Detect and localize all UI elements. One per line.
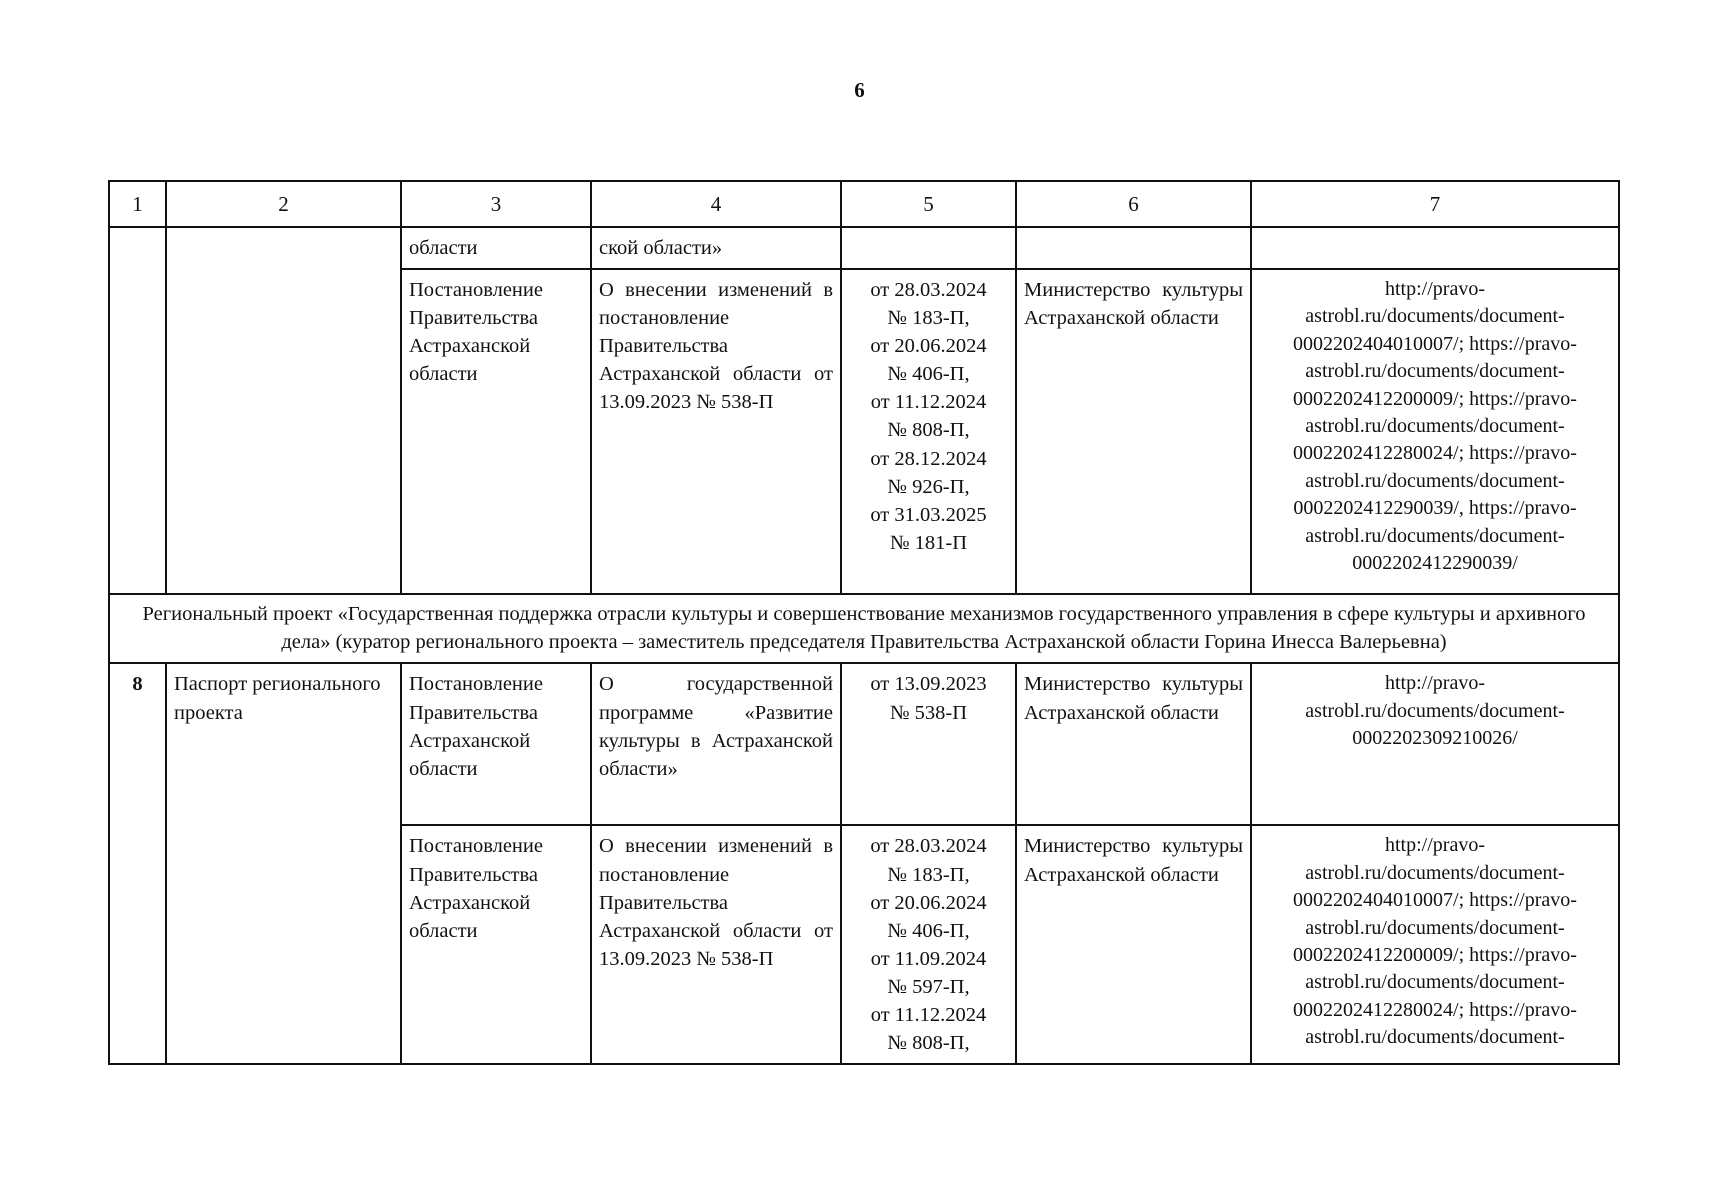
link-cell xyxy=(1251,227,1619,269)
doc-type-cell: Постановление Правительства Астраханской области xyxy=(401,825,591,1064)
date-line: от 11.09.2024 xyxy=(870,947,987,970)
header-cell: 4 xyxy=(591,181,841,227)
doc-type-cell: области xyxy=(401,227,591,269)
responsible-cell: Министерство культуры Астраханской области xyxy=(1016,825,1251,1064)
doc-type-cell: Постановление Правительства Астраханской области xyxy=(401,269,591,594)
table-row xyxy=(109,663,1619,825)
number-line: № 597-П, xyxy=(887,975,970,998)
date-line: от 31.03.2025 xyxy=(870,503,987,526)
link-cell: http://pravo-astrobl.ru/documents/document-0002202404010007/; https://pravo-astrobl.ru/documents/document-0002202412200009/; https://pravo-astrobl.ru/documents/document-0002202412280024/; https://pravo-astrobl.ru/documents/document-0002202412290039/, https://pravo-astrobl.ru/documents/document-0002202412290039/ xyxy=(1251,269,1619,594)
name-cell xyxy=(166,227,401,594)
table-header-row xyxy=(109,181,1619,227)
responsible-cell: Министерство культуры Астраханской области xyxy=(1016,269,1251,594)
number-line: № 181-П xyxy=(889,531,968,554)
header-cell: 5 xyxy=(841,181,1016,227)
date-line: от 28.03.2024 xyxy=(870,835,987,858)
responsible-cell: Министерство культуры Астраханской области xyxy=(1016,663,1251,825)
date-line: от 28.03.2024 xyxy=(870,279,987,302)
table-row-continuation xyxy=(109,227,1619,269)
number-line: № 183-П, xyxy=(887,307,970,330)
date-cell xyxy=(841,227,1016,269)
doc-title-cell: О внесении изменений в постановление Правительства Астраханской области от 13.09.2023 № 538-П xyxy=(591,825,841,1064)
header-cell: 7 xyxy=(1251,181,1619,227)
date-line: от 20.06.2024 xyxy=(870,891,987,914)
date-line: от 28.12.2024 xyxy=(870,447,987,470)
number-line: № 406-П, xyxy=(887,363,970,386)
number-line: № 406-П, xyxy=(887,919,970,942)
date-line: от 20.06.2024 xyxy=(870,335,987,358)
number-line: № 808-П, xyxy=(887,419,970,442)
header-cell: 3 xyxy=(401,181,591,227)
link-cell: http://pravo-astrobl.ru/documents/document-0002202404010007/; https://pravo-astrobl.ru/documents/document-0002202412200009/; https://pravo-astrobl.ru/documents/document-0002202412280024/; https://pravo-astrobl.ru/documents/document- xyxy=(1251,825,1619,1064)
header-cell: 1 xyxy=(109,181,166,227)
number-line: № 538-П xyxy=(889,701,968,724)
date-cell xyxy=(841,269,1016,594)
header-cell: 2 xyxy=(166,181,401,227)
name-cell: Паспорт регионального проекта xyxy=(166,663,401,1064)
header-cell: 6 xyxy=(1016,181,1251,227)
responsible-cell xyxy=(1016,227,1251,269)
number-line: № 926-П, xyxy=(887,475,970,498)
number-line: № 808-П, xyxy=(887,1031,970,1054)
date-line: от 13.09.2023 xyxy=(870,673,987,696)
document-table xyxy=(108,180,1620,1065)
number-line: № 183-П, xyxy=(887,863,970,886)
number-cell: 8 xyxy=(109,663,166,1064)
doc-title-cell: О внесении изменений в постановление Правительства Астраханской области от 13.09.2023 № 538-П xyxy=(591,269,841,594)
doc-type-cell: Постановление Правительства Астраханской области xyxy=(401,663,591,825)
date-line: от 11.12.2024 xyxy=(870,391,987,414)
number-cell xyxy=(109,227,166,594)
doc-title-cell: ской области» xyxy=(591,227,841,269)
date-cell xyxy=(841,663,1016,825)
link-cell: http://pravo-astrobl.ru/documents/document-0002202309210026/ xyxy=(1251,663,1619,825)
page-number: 6 xyxy=(854,78,865,102)
date-line: от 11.12.2024 xyxy=(870,1003,987,1026)
section-row xyxy=(109,594,1619,663)
date-cell xyxy=(841,825,1016,1064)
section-title: Региональный проект «Государственная поддержка отрасли культуры и совершенствование механизмов государственного управления в сфере культуры и архивного дела» (куратор регионального проекта – заместитель председателя Правительства Астраханской области Горина Инесса Валерьевна) xyxy=(109,594,1619,663)
doc-title-cell: О государственной программе «Развитие культуры в Астраханской области» xyxy=(591,663,841,825)
